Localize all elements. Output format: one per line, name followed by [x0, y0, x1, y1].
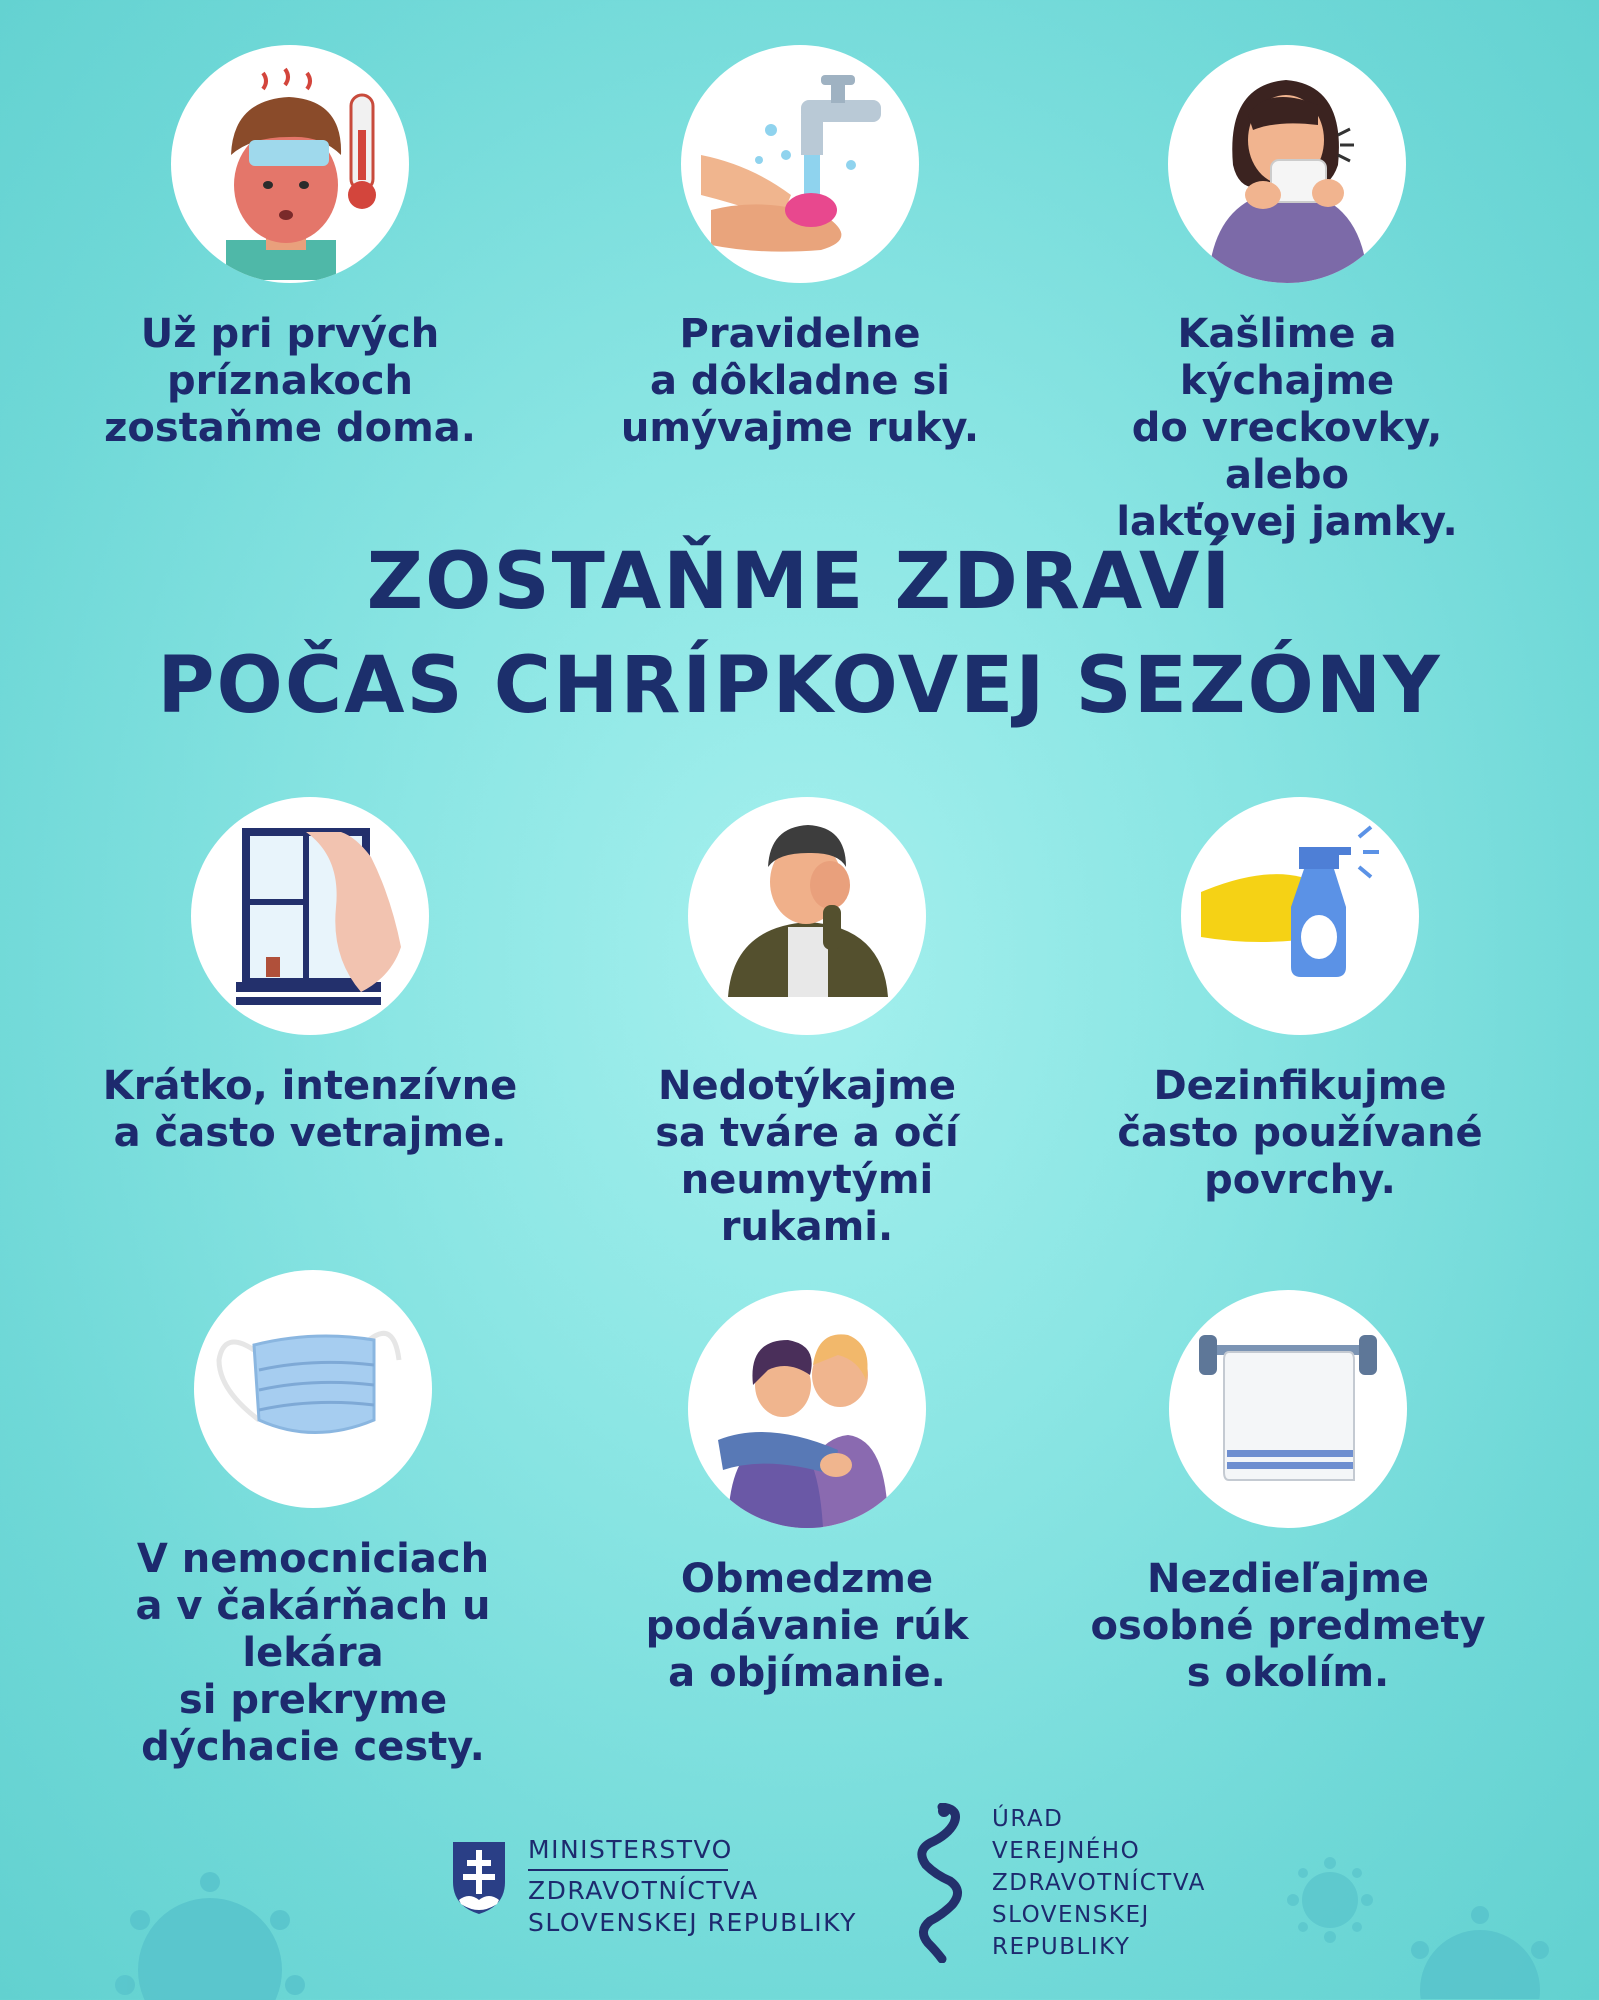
uvz-name — [992, 1803, 1206, 1963]
hand-washing-icon — [681, 45, 919, 283]
face-touching-man-icon — [688, 797, 926, 1035]
uvz-snake-icon — [912, 1803, 968, 1963]
sneezing-woman-icon — [1168, 45, 1406, 283]
uvz-line-5: REPUBLIKY — [992, 1934, 1131, 1960]
tip-cough-sneeze — [1077, 45, 1497, 546]
ministry-line-3: SLOVENSKEJ REPUBLIKY — [528, 1908, 857, 1937]
tip-caption: Nezdieľajme osobné predmety s okolím. — [1090, 1556, 1486, 1696]
open-window-icon — [191, 797, 429, 1035]
tip-wash-hands — [590, 45, 1010, 452]
tip-caption: Kašlime a kýchajme do vreckovky, alebo lakťovej jamky. — [1116, 311, 1458, 545]
uvz-line-1: ÚRAD — [992, 1806, 1064, 1832]
tip-caption: Pravidelne a dôkladne si umývajme ruky. — [620, 311, 980, 451]
tip-ventilate — [100, 797, 520, 1157]
tip-caption: Už pri prvých príznakoch zostaňme doma. — [104, 311, 476, 451]
headline-line-2: POČAS CHRÍPKOVEJ SEZÓNY — [157, 641, 1442, 731]
ministry-divider — [528, 1869, 728, 1871]
headline — [0, 530, 1599, 738]
tip-caption: Krátko, intenzívne a často vetrajme. — [102, 1063, 518, 1156]
headline-line-1: ZOSTAŇME ZDRAVÍ — [366, 537, 1233, 627]
ministry-line-1: MINISTERSTVO — [528, 1835, 733, 1864]
ministry-name — [528, 1834, 857, 1939]
virus-icon — [100, 1860, 320, 2000]
face-mask-icon — [194, 1270, 432, 1508]
tip-stay-home — [80, 45, 500, 452]
tip-no-sharing — [1078, 1290, 1498, 1697]
tip-caption: Nedotýkajme sa tváre a očí neumytými rukami. — [655, 1063, 959, 1250]
tip-caption: V nemocniciach a v čakárňach u lekára si prekryme dýchacie cesty. — [135, 1536, 491, 1770]
tip-limit-contact — [597, 1290, 1017, 1697]
slovak-coat-of-arms-icon — [449, 1838, 509, 1918]
virus-icon — [1285, 1855, 1375, 1945]
fever-boy-icon — [171, 45, 409, 283]
virus-icon — [1395, 1895, 1565, 1999]
tip-disinfect — [1090, 797, 1510, 1204]
tip-no-face-touch — [597, 797, 1017, 1251]
towel-rack-icon — [1169, 1290, 1407, 1528]
uvz-line-4: SLOVENSKEJ — [992, 1902, 1150, 1928]
tip-cover-airways — [103, 1270, 523, 1771]
uvz-line-3: ZDRAVOTNÍCTVA — [992, 1870, 1206, 1896]
hugging-people-icon — [688, 1290, 926, 1528]
ministry-line-2: ZDRAVOTNÍCTVA — [528, 1876, 759, 1905]
tip-caption: Obmedzme podávanie rúk a objímanie. — [645, 1556, 969, 1696]
uvz-line-2: VEREJNÉHO — [992, 1838, 1141, 1864]
spray-disinfectant-icon — [1181, 797, 1419, 1035]
tip-caption: Dezinfikujme často používané povrchy. — [1117, 1063, 1483, 1203]
